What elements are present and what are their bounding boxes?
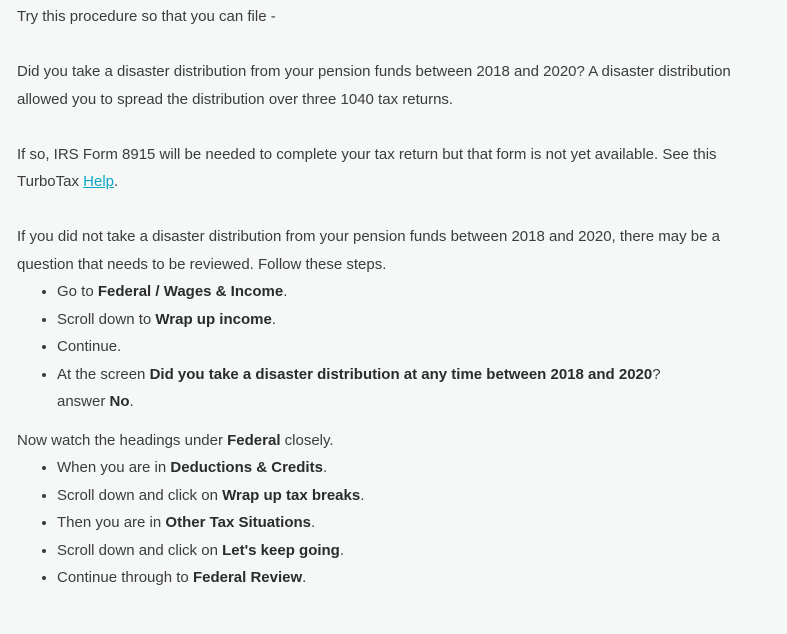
step-text: answer	[57, 393, 110, 410]
form-8915-text: If so, IRS Form 8915 will be needed to complete your tax return but that form is not yet available. See this TurboTax	[17, 145, 717, 190]
step-bold: Federal Review	[192, 569, 303, 586]
step-text: Go to	[57, 283, 98, 300]
list-item	[57, 306, 760, 334]
step-bold: Other Tax Situations	[165, 514, 311, 531]
step-end: .	[339, 541, 345, 559]
list-item	[57, 278, 760, 306]
disaster-question-paragraph: Did you take a disaster distribution from your pension funds between 2018 and 2020? A disaster distribution allowed you to spread the distribution over three 1040 tax returns.	[17, 63, 731, 108]
step-text: Scroll down and click on	[57, 541, 223, 559]
step-text: Continue through to	[57, 569, 193, 586]
step-bold: Let's keep going	[222, 541, 340, 559]
step-bold: Wrap up tax breaks	[222, 486, 361, 504]
help-link[interactable]: Help	[83, 173, 114, 190]
list-item	[57, 509, 760, 537]
form-8915-end: .	[114, 173, 119, 190]
steps-list	[17, 278, 760, 416]
step-text: Then you are in	[57, 514, 166, 531]
list-item	[57, 361, 760, 416]
list-item	[57, 454, 760, 482]
step-end: .	[322, 459, 328, 476]
form-8915-paragraph	[17, 141, 760, 196]
step-bold: No	[109, 393, 130, 410]
step-bold: Did you take a disaster distribution at any time between 2018 and 2020	[149, 365, 653, 383]
watch-end: closely.	[280, 431, 334, 449]
step-bold: Wrap up income	[155, 310, 272, 328]
step-bold: Deductions & Credits	[170, 459, 323, 476]
list-item	[57, 564, 760, 592]
watch-text: Now watch the headings under	[17, 431, 228, 449]
step-end: .	[283, 283, 288, 300]
list-item	[57, 333, 760, 361]
list-item	[57, 482, 760, 510]
intro-text: Try this procedure so that you can file -	[17, 8, 276, 25]
step-end: .	[360, 486, 365, 504]
step-end: .	[271, 310, 276, 328]
steps-list-2	[17, 454, 760, 592]
review-question-paragraph: If you did not take a disaster distribution from your pension funds between 2018 and 2020, there may be a question that needs to be reviewed. Follow these steps.	[17, 228, 720, 273]
watch-bold: Federal	[227, 431, 281, 449]
watch-headings-paragraph	[17, 427, 760, 455]
list-item	[57, 537, 760, 565]
step-text: At the screen	[57, 365, 150, 383]
step-text: Continue.	[57, 338, 122, 355]
step-end: ?	[652, 365, 661, 383]
step-end: .	[302, 569, 307, 586]
step-bold: Federal / Wages & Income	[97, 283, 284, 300]
step-text: Scroll down to	[57, 310, 156, 328]
step-end: .	[129, 393, 134, 410]
step-text: When you are in	[57, 459, 171, 476]
step-end: .	[310, 514, 316, 531]
step-text: Scroll down and click on	[57, 486, 223, 504]
